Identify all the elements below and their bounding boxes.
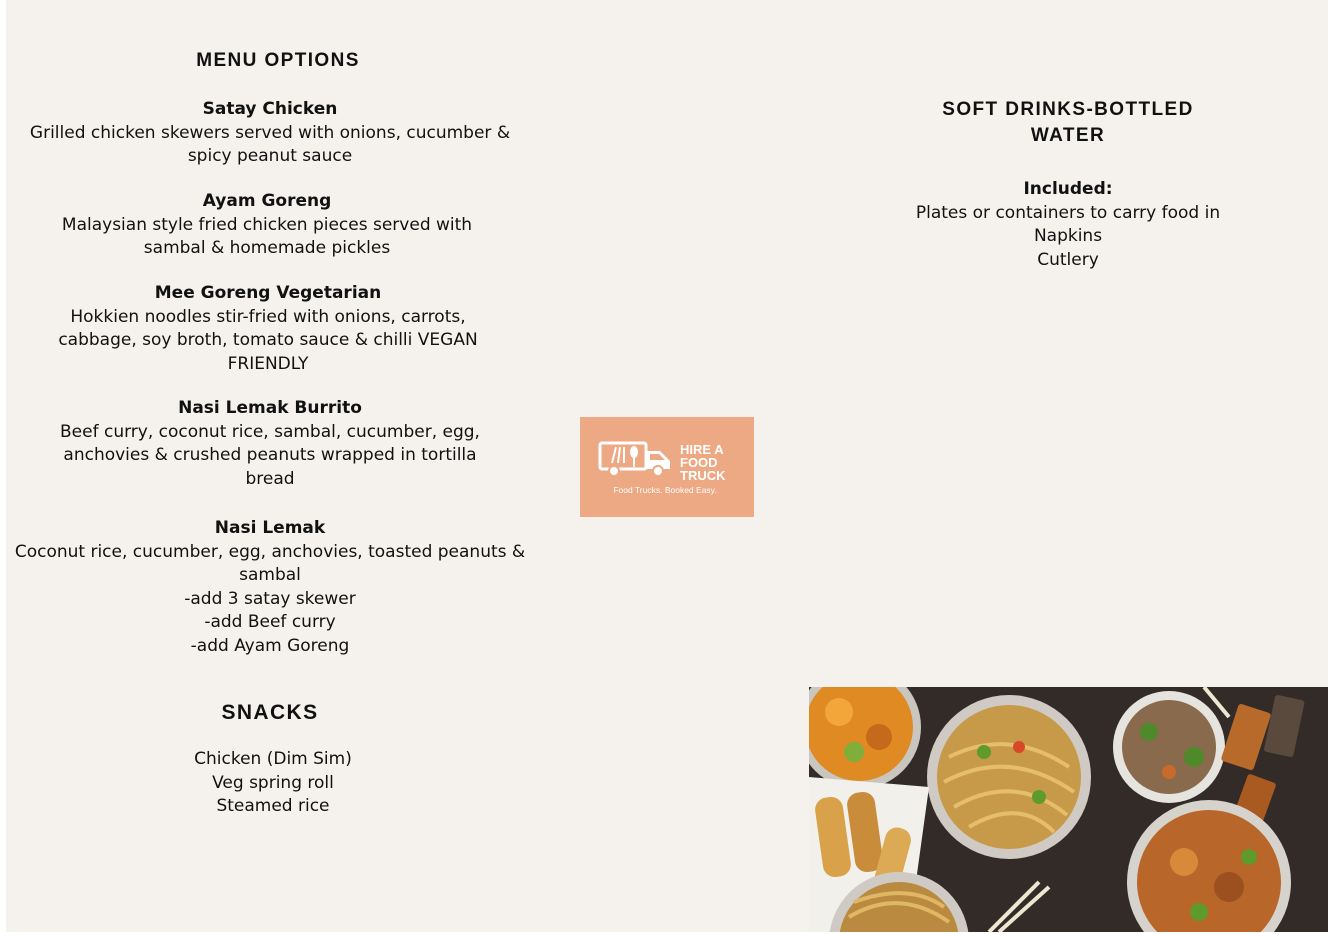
menu-item-desc: Malaysian style fried chicken pieces served with bbox=[61, 214, 473, 235]
logo-tagline: Food Trucks. Booked Easy. bbox=[613, 485, 717, 495]
menu-item-desc: cabbage, soy broth, tomato sauce & chilli VEGAN bbox=[58, 330, 478, 350]
included-item: Cutlery bbox=[1037, 249, 1099, 270]
snacks-heading: SNACKS bbox=[221, 701, 319, 724]
included-label: Included: bbox=[1023, 179, 1113, 199]
drinks-heading-line: WATER bbox=[1030, 125, 1106, 146]
menu-item-desc: Grilled chicken skewers served with onions, cucumber & bbox=[29, 122, 511, 143]
logo-brand-text: HIRE A FOOD TRUCK bbox=[680, 442, 726, 483]
asian-takeaway-food-icon bbox=[809, 687, 1328, 932]
snack-item: Veg spring roll bbox=[212, 772, 334, 793]
snack-item: Chicken (Dim Sim) bbox=[194, 749, 352, 769]
menu-item-desc: sambal bbox=[239, 565, 301, 585]
menu-item-nasi-lemak-burrito bbox=[6, 397, 534, 491]
menu-item-name: Nasi Lemak bbox=[214, 518, 326, 538]
menu-item-desc: Beef curry, coconut rice, sambal, cucumber, egg, bbox=[60, 421, 480, 442]
included-list bbox=[856, 178, 1280, 272]
menu-item-satay-chicken bbox=[6, 98, 534, 169]
menu-item-desc: sambal & homemade pickles bbox=[143, 238, 391, 258]
menu-page bbox=[6, 0, 1328, 932]
menu-item-name: Satay Chicken bbox=[202, 99, 338, 119]
menu-item-desc: FRIENDLY bbox=[227, 353, 309, 374]
menu-item-desc: Coconut rice, cucumber, egg, anchovies, toasted peanuts & bbox=[14, 541, 526, 562]
menu-item-name: Ayam Goreng bbox=[202, 191, 332, 211]
menu-item-desc: bread bbox=[245, 468, 295, 489]
menu-item-desc: anchovies & crushed peanuts wrapped in tortilla bbox=[63, 445, 477, 465]
snacks-list bbox=[6, 748, 540, 819]
hire-a-food-truck-logo bbox=[580, 417, 754, 517]
food-truck-icon bbox=[598, 439, 680, 479]
menu-item-name: Mee Goreng Vegetarian bbox=[154, 283, 382, 303]
menu-item-mee-goreng bbox=[6, 282, 530, 376]
menu-item-desc: spicy peanut sauce bbox=[187, 146, 353, 166]
menu-item-desc: Hokkien noodles stir-fried with onions, carrots, bbox=[70, 306, 466, 327]
menu-item-addon: -add Ayam Goreng bbox=[190, 635, 350, 656]
snack-item: Steamed rice bbox=[216, 796, 330, 816]
drinks-heading-line: SOFT DRINKS-BOTTLED bbox=[942, 99, 1194, 120]
menu-item-addon: -add 3 satay skewer bbox=[184, 588, 356, 609]
menu-item-nasi-lemak bbox=[6, 517, 534, 658]
menu-item-ayam-goreng bbox=[6, 190, 528, 261]
menu-item-name: Nasi Lemak Burrito bbox=[178, 398, 362, 418]
included-item: Napkins bbox=[1033, 226, 1103, 246]
menu-options-heading: MENU OPTIONS bbox=[196, 50, 360, 71]
drinks-heading bbox=[856, 97, 1280, 149]
menu-item-addon: -add Beef curry bbox=[204, 612, 336, 632]
included-item: Plates or containers to carry food in bbox=[915, 202, 1221, 223]
